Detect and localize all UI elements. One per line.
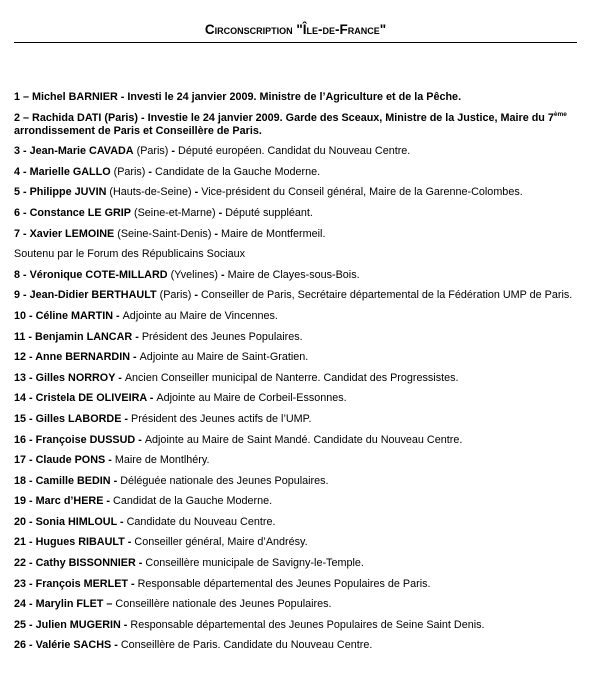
separator: – bbox=[103, 598, 116, 611]
entry-number: 18 - bbox=[14, 474, 36, 487]
list-item bbox=[14, 557, 580, 570]
candidate-name: Camille BEDIN bbox=[35, 474, 111, 487]
candidate-department: (Paris) bbox=[110, 165, 146, 178]
candidate-department: (Paris) bbox=[133, 145, 169, 158]
candidate-name: Marc d’HERE bbox=[35, 495, 104, 508]
candidate-name: Marylin FLET bbox=[35, 598, 104, 611]
candidate-description: Candidate de la Gauche Moderne. bbox=[155, 165, 321, 178]
list-item bbox=[14, 434, 580, 447]
candidate-list bbox=[14, 91, 580, 660]
list-item bbox=[14, 413, 580, 426]
candidate-description: Responsable départemental des Jeunes Populaires de Paris. bbox=[137, 577, 431, 590]
candidate-name: Cathy BISSONNIER bbox=[35, 557, 136, 570]
list-item bbox=[14, 331, 580, 344]
entry-number: 17 - bbox=[14, 454, 36, 467]
candidate-name: Hugues RIBAULT bbox=[35, 536, 125, 549]
list-item bbox=[14, 91, 580, 104]
candidate-description: Président des Jeunes Populaires. bbox=[141, 330, 303, 343]
separator: - bbox=[145, 165, 156, 178]
candidate-description: Conseiller général, Maire d’Andrésy. bbox=[134, 536, 308, 549]
candidate-description: Conseillère de Paris. Candidate du Nouveau Centre. bbox=[120, 639, 373, 652]
separator: - bbox=[121, 412, 132, 425]
entry-number: 25 - bbox=[14, 618, 36, 631]
candidate-description: Adjointe au Maire de Vincennes. bbox=[122, 309, 278, 322]
separator: - bbox=[111, 639, 121, 652]
entry-number: 6 - bbox=[14, 206, 30, 219]
superscript: ème bbox=[553, 110, 567, 118]
candidate-description: Responsable départemental des Jeunes Populaires de Seine Saint Denis. bbox=[130, 618, 485, 631]
candidate-description: Adjointe au Maire de Corbeil-Essonnes. bbox=[156, 392, 347, 405]
separator: - bbox=[117, 515, 127, 528]
candidate-description: Ancien Conseiller municipal de Nanterre. Candidat des Progressistes. bbox=[124, 371, 459, 384]
list-item bbox=[14, 392, 580, 405]
candidate-department: (Seine-et-Marne) bbox=[131, 206, 216, 219]
candidate-description: Conseillère municipale de Savigny-le-Temple. bbox=[145, 557, 364, 570]
list-item bbox=[14, 186, 580, 199]
candidate-name: Xavier LEMOINE bbox=[29, 227, 115, 240]
list-item bbox=[14, 536, 580, 549]
candidate-department: (Paris) bbox=[156, 289, 192, 302]
list-item bbox=[14, 619, 580, 632]
candidate-name: Marielle GALLO bbox=[29, 165, 111, 178]
candidate-name: Michel BARNIER bbox=[32, 91, 118, 103]
separator: - bbox=[117, 91, 128, 103]
entry-number: 24 - bbox=[14, 598, 36, 611]
candidate-department: (Hauts-de-Seine) bbox=[106, 186, 192, 199]
candidate-name: Philippe JUVIN bbox=[29, 186, 107, 199]
candidate-description: Investi le 24 janvier 2009. Ministre de l’Agriculture et de la Pêche. bbox=[127, 91, 462, 103]
entry-number: 13 - bbox=[14, 371, 36, 384]
list-item bbox=[14, 269, 580, 282]
entry-number: 4 - bbox=[14, 165, 30, 178]
candidate-name: Sonia HIMLOUL bbox=[35, 515, 117, 528]
candidate-description: Candidat de la Gauche Moderne. bbox=[113, 495, 273, 508]
candidate-name: Gilles LABORDE bbox=[35, 412, 122, 425]
entry-number: 8 - bbox=[14, 268, 30, 281]
candidate-name: Constance LE GRIP bbox=[29, 206, 131, 219]
candidate-description: Président des Jeunes actifs de l’UMP. bbox=[131, 412, 312, 425]
separator: - bbox=[120, 618, 131, 631]
candidate-description: Candidate du Nouveau Centre. bbox=[126, 515, 276, 528]
separator: - bbox=[115, 371, 125, 384]
list-item bbox=[14, 310, 580, 323]
entry-number: 12 - bbox=[14, 351, 36, 364]
entry-number: 14 - bbox=[14, 392, 36, 405]
candidate-name: Gilles NORROY bbox=[35, 371, 116, 384]
list-item bbox=[14, 289, 580, 302]
separator: - bbox=[138, 111, 148, 124]
list-item bbox=[14, 454, 580, 467]
candidate-name: Valérie SACHS bbox=[35, 639, 112, 652]
separator: - bbox=[191, 289, 201, 302]
separator: - bbox=[135, 557, 146, 570]
list-item bbox=[14, 516, 580, 529]
candidate-name: François MERLET bbox=[35, 577, 128, 590]
entry-number: 22 - bbox=[14, 557, 36, 570]
entry-number: 23 - bbox=[14, 577, 36, 590]
separator: - bbox=[215, 206, 226, 219]
candidate-name: Cristela DE OLIVEIRA bbox=[35, 392, 147, 405]
list-item bbox=[14, 372, 580, 385]
candidate-description: Maire de Montlhéry. bbox=[114, 454, 210, 467]
list-item bbox=[14, 228, 580, 241]
candidate-name: Céline MARTIN bbox=[35, 309, 113, 322]
list-item bbox=[14, 248, 580, 261]
list-note: Soutenu par le Forum des Républicains Sociaux bbox=[14, 248, 246, 261]
candidate-name: Jean-Didier BERTHAULT bbox=[29, 289, 157, 302]
separator: - bbox=[211, 227, 222, 240]
separator: - bbox=[130, 351, 140, 364]
list-item bbox=[14, 112, 580, 138]
candidate-description: Déléguée nationale des Jeunes Populaires. bbox=[120, 474, 329, 487]
candidate-description: Conseillère nationale des Jeunes Populaires. bbox=[115, 598, 332, 611]
separator: - bbox=[124, 536, 135, 549]
separator: - bbox=[128, 577, 138, 590]
candidate-department: (Seine-Saint-Denis) bbox=[114, 227, 212, 240]
candidate-name: Claude PONS bbox=[35, 454, 106, 467]
list-item bbox=[14, 578, 580, 591]
candidate-description: Vice-président du Conseil général, Maire de la Garenne-Colombes. bbox=[201, 186, 523, 199]
list-item bbox=[14, 351, 580, 364]
candidate-department: (Yvelines) bbox=[167, 268, 218, 281]
candidate-description: Député européen. Candidat du Nouveau Centre. bbox=[178, 145, 411, 158]
separator: - bbox=[105, 454, 115, 467]
candidate-name: Rachida DATI bbox=[32, 111, 102, 124]
candidate-description-continued: arrondissement de Paris et Conseillère de Paris. bbox=[14, 124, 262, 137]
entry-number: 21 - bbox=[14, 536, 36, 549]
entry-number: 20 - bbox=[14, 515, 36, 528]
separator: - bbox=[217, 268, 228, 281]
candidate-name: Anne BERNARDIN bbox=[35, 351, 130, 364]
candidate-description: Adjointe au Maire de Saint-Gratien. bbox=[139, 351, 309, 364]
separator: - bbox=[146, 392, 157, 405]
separator: - bbox=[191, 186, 202, 199]
list-item bbox=[14, 598, 580, 611]
separator: - bbox=[135, 433, 145, 446]
separator: - bbox=[103, 495, 114, 508]
candidate-description: Maire de Montfermeil. bbox=[221, 227, 326, 240]
candidate-description: Député suppléant. bbox=[225, 206, 313, 219]
entry-number: 26 - bbox=[14, 639, 36, 652]
list-item bbox=[14, 639, 580, 652]
title-divider bbox=[14, 42, 577, 43]
list-item bbox=[14, 207, 580, 220]
separator: - bbox=[132, 330, 142, 343]
entry-number: 15 - bbox=[14, 412, 36, 425]
list-item bbox=[14, 145, 580, 158]
candidate-department: (Paris) bbox=[101, 111, 139, 124]
candidate-name: Benjamin LANCAR bbox=[35, 330, 133, 343]
candidate-name: Julien MUGERIN bbox=[35, 618, 121, 631]
separator: - bbox=[168, 145, 179, 158]
candidate-name: Véronique COTE-MILLARD bbox=[29, 268, 168, 281]
entry-number: 11 - bbox=[14, 330, 36, 343]
list-item bbox=[14, 495, 580, 508]
entry-number: 10 - bbox=[14, 309, 36, 322]
separator: - bbox=[113, 309, 123, 322]
candidate-description: Conseiller de Paris, Secrétaire départemental de la Fédération UMP de Paris. bbox=[201, 289, 573, 302]
entry-number: 7 - bbox=[14, 227, 30, 240]
entry-number: 5 - bbox=[14, 186, 30, 199]
entry-number: 2 – bbox=[14, 111, 33, 124]
candidate-name: Jean-Marie CAVADA bbox=[29, 145, 134, 158]
candidate-description: Adjointe au Maire de Saint Mandé. Candidate du Nouveau Centre. bbox=[144, 433, 463, 446]
candidate-name: Françoise DUSSUD bbox=[35, 433, 136, 446]
list-item bbox=[14, 166, 580, 179]
separator: - bbox=[110, 474, 121, 487]
entry-number: 16 - bbox=[14, 433, 36, 446]
candidate-description: Investie le 24 janvier 2009. Garde des Sceaux, Ministre de la Justice, Maire du 7 bbox=[147, 111, 554, 124]
entry-number: 19 - bbox=[14, 495, 36, 508]
list-item bbox=[14, 475, 580, 488]
candidate-description: Maire de Clayes-sous-Bois. bbox=[227, 268, 360, 281]
entry-number: 3 - bbox=[14, 145, 30, 158]
entry-number: 1 – bbox=[14, 91, 33, 103]
entry-number: 9 - bbox=[14, 289, 30, 302]
page-title: Circonscription "Île-de-France" bbox=[204, 22, 387, 37]
